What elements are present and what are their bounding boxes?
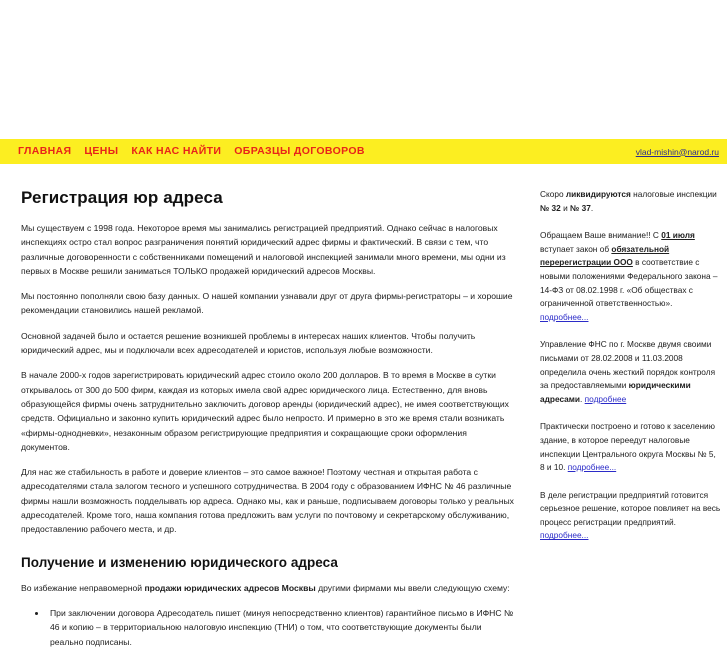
sidebar-news-3-text-1: Управление ФНС по г. Москве двумя своими письмами от 28.02.2008 и 11.03.2008 определила очень жесткий порядок контроля за предоставляемыми	[540, 339, 716, 391]
intro-paragraph-2: Мы постоянно пополняли свою базу данных. О нашей компании узнавали друг от друга фирмы-регистраторы – и хорошие рекомендации становились нашей рекламой.	[21, 291, 513, 316]
scheme-intro-emphasis: продажи юридических адресов Москвы	[144, 582, 316, 593]
nav-link-find-us[interactable]: КАК НАС НАЙТИ	[131, 145, 222, 158]
sidebar-news-3-more-link[interactable]: подробнее	[584, 393, 627, 404]
sidebar-news-item-fns-control	[540, 338, 721, 406]
page-content-wrapper	[0, 164, 727, 655]
intro-paragraph-3: Основной задачей было и остается решение возникшей проблемы в интересах наших клиентов. Чтобы получить юридический адрес, мы и подключали всех адресодателей и юристов, используя любые возможности.	[21, 330, 476, 356]
sidebar-news-2-more-link[interactable]: подробнее...	[540, 311, 589, 322]
nav-link-prices[interactable]: ЦЕНЫ	[84, 145, 119, 158]
list-item: • При заключении договора Адресодатель пишет (минуя непосредственно клиентов) гарантийное письмо в ИФНС № 46 и копию – в территориальною налоговую инспекцию (ТНИ) о том, что соответствующие документы были реально подписаны.	[47, 606, 515, 649]
sidebar-news-4-text-1: Практически построено и готово к заселению здание, в которое переедут налоговые инспекции Центрального округа Москвы № 5, 8 и 10.	[540, 421, 716, 473]
scheme-intro-paragraph	[21, 581, 515, 595]
nav-link-contract-samples[interactable]: ОБРАЗЦЫ ДОГОВОРОВ	[234, 145, 365, 158]
intro-paragraph-1: Мы существуем с 1998 года. Некоторое время мы занимались регистрацией предприятий. Однако сейчас в налоговых инспекциях остро стал вопрос разграничения понятий юридический адрес фирмы и фактический. В связи с тем, что различные договоренности с собственниками помещений и налоговой инспекцией занимали много времени, мы одни из первых в Москве решили заниматься ТОЛЬКО продажей юридический адресов Москвы.	[21, 223, 506, 276]
main-navigation-bar	[0, 139, 727, 164]
intro-paragraph-5: Для нас же стабильность в работе и доверие клиентов – это самое важное! Поэтому честная и открытая работа с адресодателями стала залогом тесного и успешного сотрудничества. В 2004 году с образованием ИФНС № 46 различные фирмы нашли возможность подделывать юр адреса. Однако мы, как и раньше, подписываем договоры только у реальных адресодателей. Кроме того, наша компания готова предложить вам услуги по почтовому и секретарскому обслуживанию, предоставлению рабочего места, и др.	[21, 467, 514, 535]
main-content-column	[0, 180, 537, 655]
news-sidebar-column	[537, 180, 727, 543]
sidebar-news-item-registration-decision	[540, 489, 721, 543]
contact-email-link[interactable]: vlad-mishin@narod.ru	[635, 146, 719, 157]
sidebar-news-item-reregistration	[540, 229, 721, 324]
scheme-intro-text-after: другими фирмами мы ввели следующую схему:	[315, 582, 510, 593]
sidebar-news-2-date: 01 июля	[661, 230, 695, 241]
intro-paragraph-4: В начале 2000-х годов зарегистрировать юридический адрес стоило около 200 долларов. В то время в Москве в сутки открывалось от 300 до 500 фирм, каждая из которых имела свой адрес юридического лица. Естественно, для вновь образующейся фирмы очень затруднительно заключить договор аренды (юридический адрес), не имея соответствующих средств. Официально и законно купить юридический адрес было непросто. И примерно в это же время стали возникать «фирмы-однодневки», незаконным образом регистрирующие предприятия и сокращающие сроки оформления документов.	[21, 370, 509, 452]
section-title-obtaining-address: Получение и изменению юридического адреса	[21, 554, 338, 570]
sidebar-news-1-text-2: налоговые инспекции	[630, 189, 717, 199]
sidebar-news-2-text-1: Обращаем Ваше внимание!! С	[540, 230, 662, 241]
sidebar-news-4-more-link[interactable]: подробнее...	[567, 462, 617, 473]
sidebar-news-2-text-3: в соответствие с новыми положениями Федерального закона – 14-ФЗ от 08.02.1998 г. «Об обществах с ограниченной ответственностью».	[540, 257, 718, 309]
sidebar-news-3-bold: юридическими адресами	[540, 380, 691, 404]
sidebar-news-1-text-1: Скоро	[540, 189, 566, 199]
header-banner-area	[0, 0, 727, 139]
sidebar-news-3-text-2: .	[580, 393, 585, 404]
sidebar-news-1-bold-2: № 32	[540, 202, 561, 213]
sidebar-news-5-text-1: В деле регистрации предприятий готовится серьезное решение, которое повлияет на весь процесс регистрации предприятий.	[540, 489, 721, 527]
sidebar-news-1-text-3: и	[560, 202, 571, 213]
sidebar-news-1-bold-1: ликвидируются	[565, 189, 631, 199]
page-title: Регистрация юр адреса	[21, 188, 223, 207]
scheme-steps-list	[21, 606, 515, 649]
sidebar-news-5-more-link[interactable]: подробнее...	[540, 530, 589, 541]
sidebar-news-1-text-4: .	[590, 202, 594, 213]
scheme-intro-text-before: Во избежание неправомерной	[21, 582, 145, 593]
sidebar-news-2-emphasis: обязательной перерегистрации ООО	[540, 243, 670, 268]
nav-link-home[interactable]: ГЛАВНАЯ	[18, 145, 72, 158]
sidebar-news-2-text-2: вступает закон об	[540, 243, 612, 254]
sidebar-news-item-liquidation	[540, 188, 721, 215]
sidebar-news-1-bold-3: № 37	[570, 202, 591, 213]
sidebar-news-item-new-building	[540, 420, 721, 474]
nav-links-group	[18, 146, 365, 157]
